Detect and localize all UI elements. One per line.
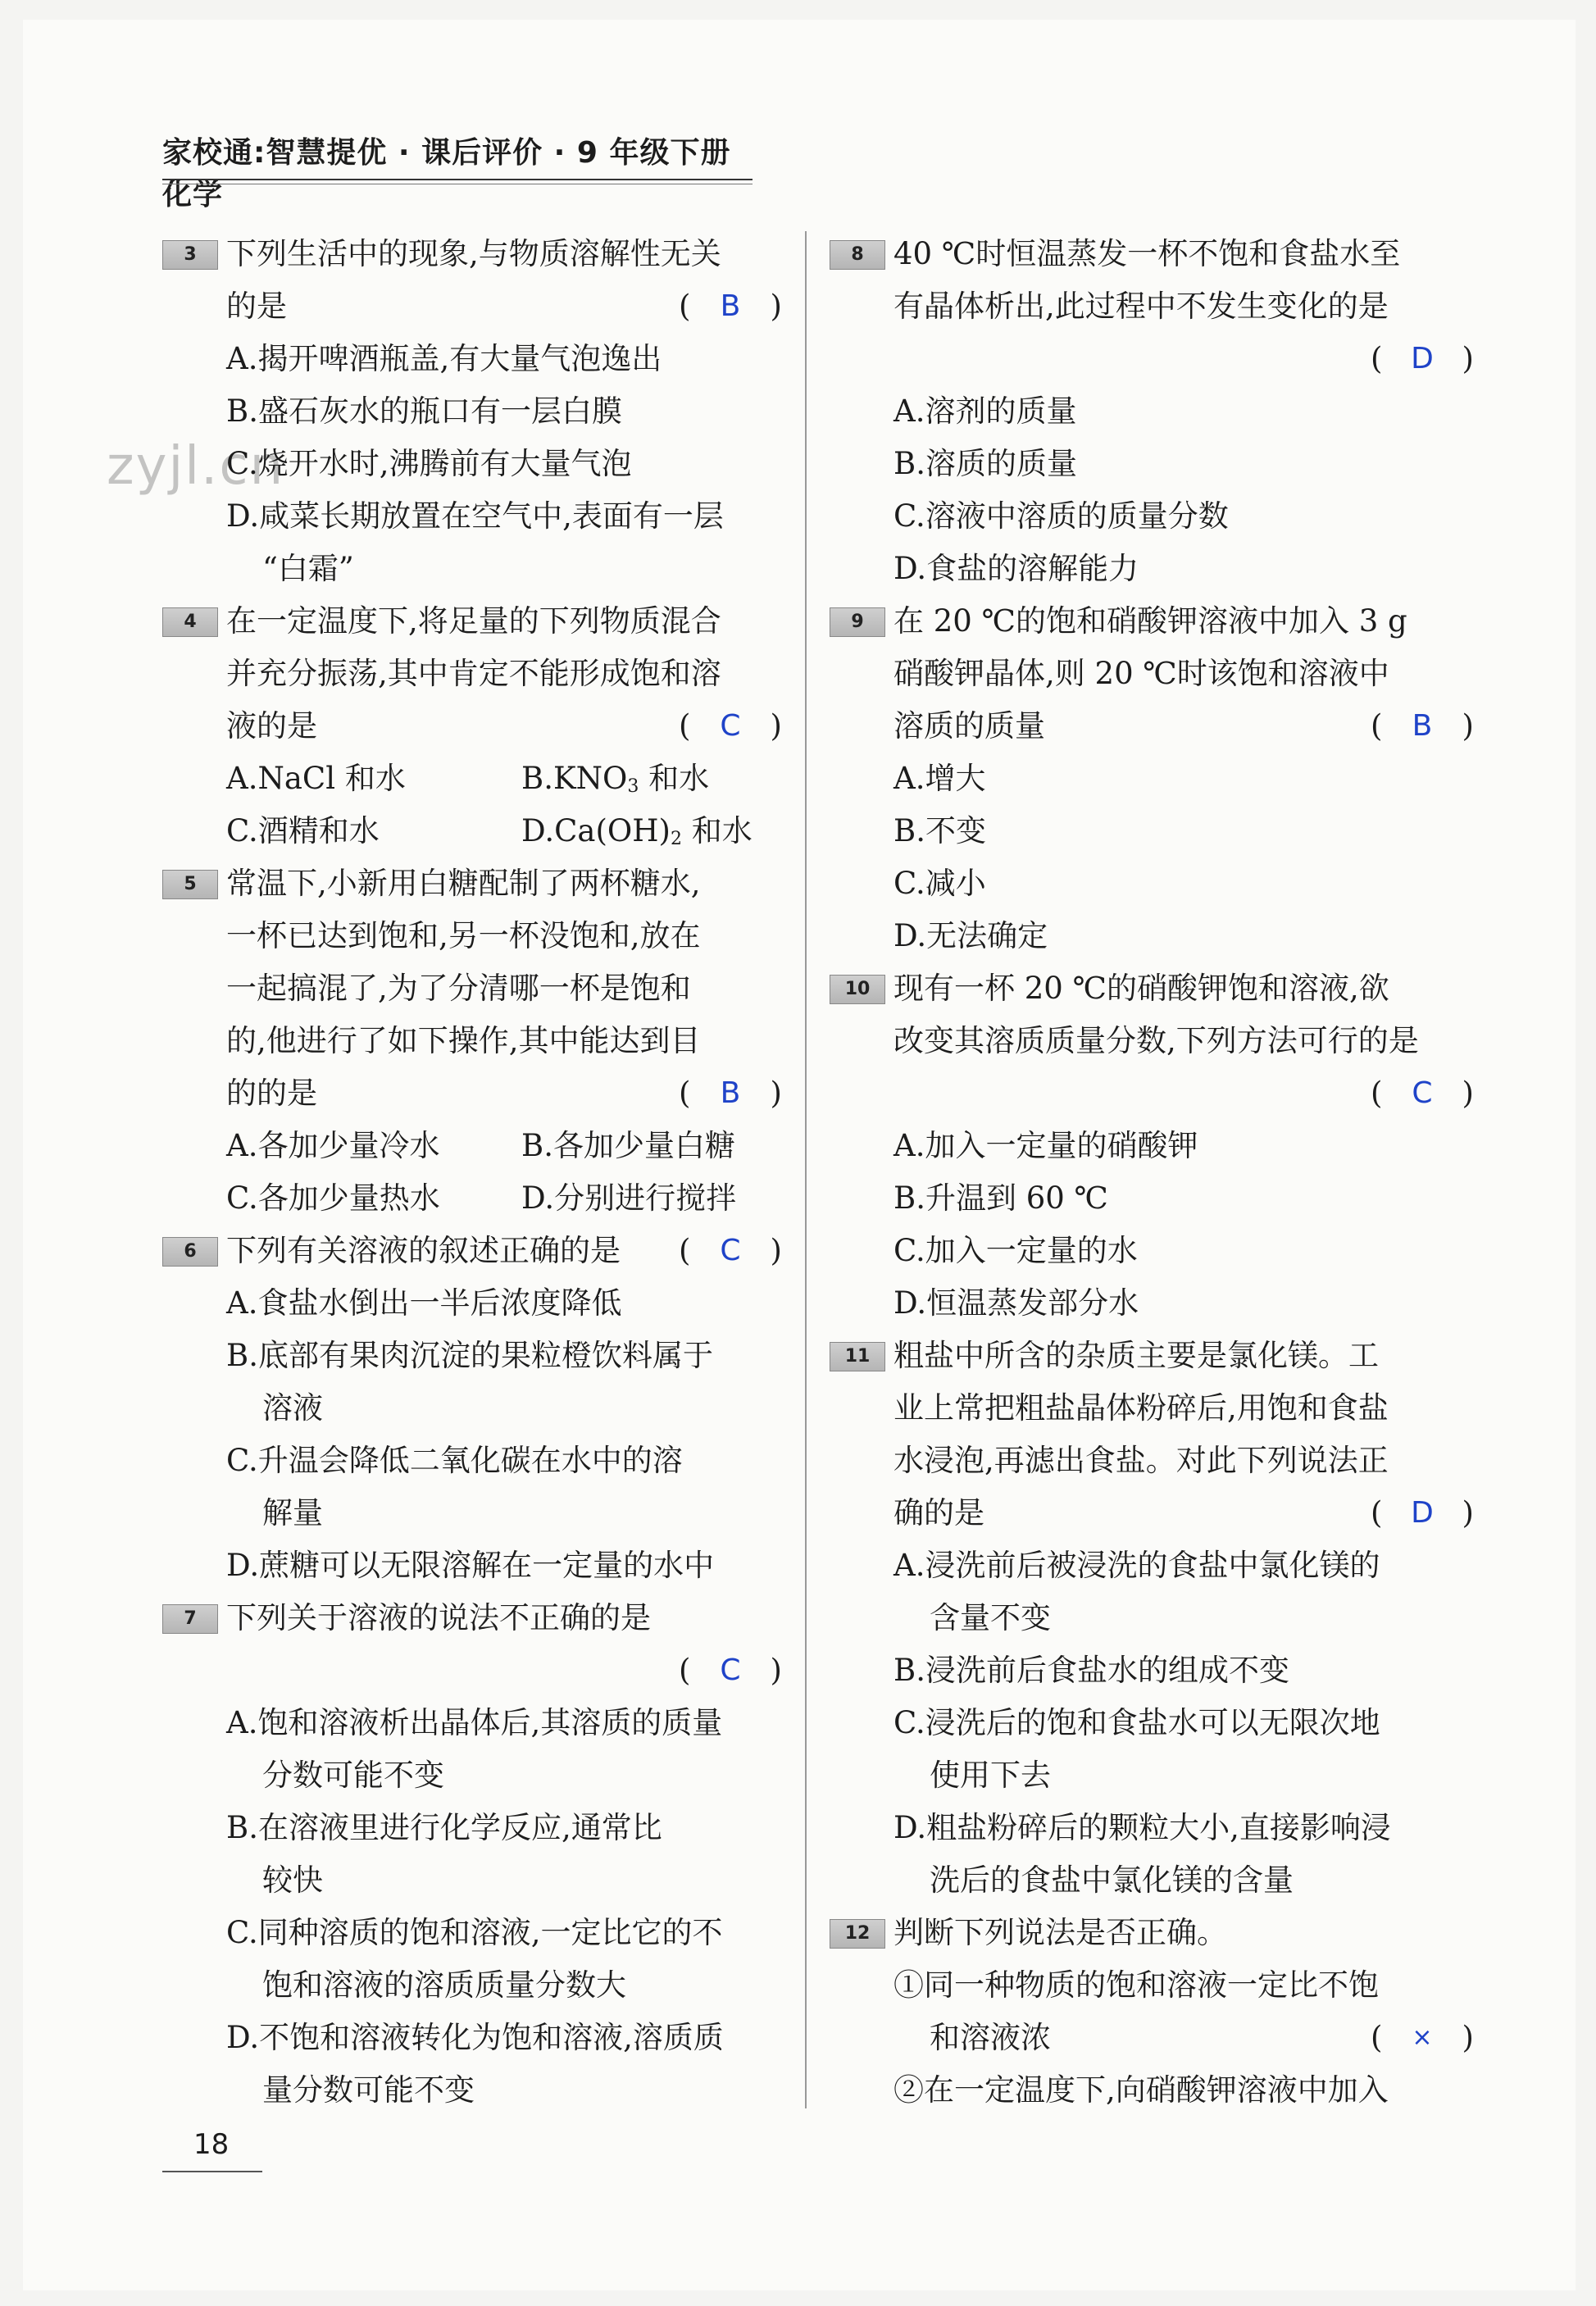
question-number-badge: 6 xyxy=(162,1237,218,1267)
answer-bracket: ( B ) xyxy=(1371,700,1474,753)
option-c: C.烧开水时,沸腾前有大量气泡 xyxy=(226,446,632,481)
answer-letter: D xyxy=(1411,342,1434,375)
question-number-badge: 3 xyxy=(162,240,218,270)
option-b: B.不变 xyxy=(893,813,986,848)
question-stem-line: 并充分振荡,其中肯定不能形成饱和溶 xyxy=(226,656,721,691)
option-d-cont: 洗后的食盐中氯化镁的含量 xyxy=(930,1863,1294,1898)
answer-letter: C xyxy=(720,709,741,743)
question-stem: 粗盐中所含的杂质主要是氯化镁。工 xyxy=(893,1338,1379,1373)
answer-bracket: ( C ) xyxy=(679,1644,782,1697)
option-c: C.加入一定量的水 xyxy=(893,1233,1138,1268)
option-b: B.盛石灰水的瓶口有一层白膜 xyxy=(226,393,622,429)
option-c: C.酒精和水 xyxy=(226,813,380,848)
question-stem: 下列有关溶液的叙述正确的是 xyxy=(226,1233,621,1268)
option-c: C.同种溶质的饱和溶液,一定比它的不 xyxy=(226,1915,723,1950)
answer-bracket: ( B ) xyxy=(679,280,782,333)
option-a: A.浸洗前后被浸洗的食盐中氯化镁的 xyxy=(893,1548,1380,1583)
column-divider xyxy=(805,231,807,2108)
option-d: D.食盐的溶解能力 xyxy=(893,551,1139,586)
option-b: B.底部有果肉沉淀的果粒橙饮料属于 xyxy=(226,1338,713,1373)
answer-bracket: ( C ) xyxy=(679,1225,782,1277)
options-ab xyxy=(162,753,793,805)
question-stem: 现有一杯 20 ℃的硝酸钾饱和溶液,欲 xyxy=(893,971,1389,1006)
option-d: D.无法确定 xyxy=(893,918,1048,953)
question-stem-line: 有晶体析出,此过程中不发生变化的是 xyxy=(893,289,1389,324)
answer-bracket: ( C ) xyxy=(1371,1067,1474,1120)
question-stem-line: 硝酸钾晶体,则 20 ℃时该饱和溶液中 xyxy=(893,656,1389,691)
option-a: A.各加少量冷水 xyxy=(226,1128,440,1163)
question-9 xyxy=(830,595,1485,648)
question-number-badge: 9 xyxy=(830,607,885,637)
answer-bracket: ( × ) xyxy=(1371,2012,1474,2064)
answer-bracket: ( B ) xyxy=(679,1067,782,1120)
question-11 xyxy=(830,1330,1485,1382)
option-d: D.咸菜长期放置在空气中,表面有一层 xyxy=(226,498,724,534)
question-3 xyxy=(162,228,793,280)
question-stem-text: 的是 xyxy=(226,289,287,324)
option-d-cont: 量分数可能不变 xyxy=(262,2072,475,2108)
question-7 xyxy=(162,1592,793,1644)
option-c-cont: 使用下去 xyxy=(930,1758,1051,1793)
question-stem-text: 液的是 xyxy=(226,708,317,744)
option-b: B.升温到 60 ℃ xyxy=(893,1180,1108,1216)
statement-2: ②在一定温度下,向硝酸钾溶液中加入 xyxy=(893,2072,1389,2108)
question-stem: 在一定温度下,将足量的下列物质混合 xyxy=(226,603,721,639)
option-b: B.各加少量白糖 xyxy=(521,1128,735,1163)
option-b xyxy=(521,753,709,805)
question-stem-line: 水浸泡,再滤出食盐。对此下列说法正 xyxy=(893,1443,1389,1478)
option-d: D.不饱和溶液转化为饱和溶液,溶质质 xyxy=(226,2020,724,2055)
option-b-cont: 溶液 xyxy=(262,1390,323,1426)
option-a: A.增大 xyxy=(893,761,986,796)
question-stem-line xyxy=(830,700,1485,753)
option-b-tail: 和水 xyxy=(639,761,710,796)
option-d-text: D.Ca(OH) xyxy=(521,813,671,848)
option-a: A.溶剂的质量 xyxy=(893,393,1077,429)
question-4 xyxy=(162,595,793,648)
statement-1-cont xyxy=(830,2012,1485,2064)
option-c: C.各加少量热水 xyxy=(226,1180,440,1216)
page-number-rule xyxy=(162,2171,262,2172)
question-5 xyxy=(162,857,793,910)
answer-letter: C xyxy=(1412,1076,1433,1110)
option-d-tail: 和水 xyxy=(681,813,753,848)
answer-letter: B xyxy=(720,1076,741,1110)
answer-letter: B xyxy=(1412,709,1433,743)
question-number-badge: 7 xyxy=(162,1604,218,1634)
question-stem: 40 ℃时恒温蒸发一杯不饱和食盐水至 xyxy=(893,236,1401,271)
question-number-badge: 5 xyxy=(162,870,218,899)
question-stem-text: 的的是 xyxy=(226,1076,317,1111)
question-stem-line xyxy=(162,280,793,333)
question-10 xyxy=(830,962,1485,1015)
answer-bracket: ( C ) xyxy=(679,700,782,753)
question-stem-text: 确的是 xyxy=(893,1495,984,1531)
question-12 xyxy=(830,1907,1485,1959)
option-c: C.升温会降低二氧化碳在水中的溶 xyxy=(226,1443,683,1478)
option-c: C.减小 xyxy=(893,866,986,901)
options-cd xyxy=(162,805,793,857)
header-rule xyxy=(162,179,753,180)
subscript: 2 xyxy=(670,829,682,849)
question-stem-line xyxy=(162,1067,793,1120)
option-a: A.食盐水倒出一半后浓度降低 xyxy=(226,1285,622,1321)
question-number-badge: 8 xyxy=(830,240,885,270)
right-column xyxy=(830,228,1485,2117)
question-stem-text: 溶质的质量 xyxy=(893,708,1045,744)
option-d xyxy=(521,805,753,857)
option-d: D.恒温蒸发部分水 xyxy=(893,1285,1139,1321)
option-a: A.揭开啤酒瓶盖,有大量气泡逸出 xyxy=(226,341,662,376)
question-stem: 在 20 ℃的饱和硝酸钾溶液中加入 3 g xyxy=(893,603,1407,639)
question-number-badge: 12 xyxy=(830,1919,885,1949)
question-stem: 下列关于溶液的说法不正确的是 xyxy=(226,1600,651,1635)
question-stem-line: 业上常把粗盐晶体粉碎后,用饱和食盐 xyxy=(893,1390,1389,1426)
statement-1-text: 和溶液浓 xyxy=(930,2020,1051,2055)
answer-letter: C xyxy=(720,1234,741,1267)
question-8 xyxy=(830,228,1485,280)
answer-letter: C xyxy=(720,1653,741,1687)
option-b: B.在溶液里进行化学反应,通常比 xyxy=(226,1810,662,1845)
question-stem: 常温下,小新用白糖配制了两杯糖水, xyxy=(226,866,701,901)
question-number-badge: 4 xyxy=(162,607,218,637)
question-stem-line: 一杯已达到饱和,另一杯没饱和,放在 xyxy=(226,918,701,953)
option-a-cont: 含量不变 xyxy=(930,1600,1051,1635)
option-a: A.加入一定量的硝酸钾 xyxy=(893,1128,1198,1163)
subscript: 3 xyxy=(627,776,639,797)
left-column xyxy=(162,228,793,2117)
answer-line xyxy=(830,333,1485,385)
option-a-cont: 分数可能不变 xyxy=(262,1758,444,1793)
option-b-text: B.KNO xyxy=(521,761,628,796)
answer-cross-mark: × xyxy=(1412,2023,1433,2052)
option-c-cont: 饱和溶液的溶质质量分数大 xyxy=(262,1967,626,2003)
statement-1: ①同一种物质的饱和溶液一定比不饱 xyxy=(893,1967,1379,2003)
option-c: C.溶液中溶质的质量分数 xyxy=(893,498,1229,534)
option-d-cont: “白霜” xyxy=(262,551,354,586)
option-d: D.分别进行搅拌 xyxy=(521,1180,737,1216)
answer-letter: D xyxy=(1411,1496,1434,1530)
option-c: C.浸洗后的饱和食盐水可以无限次地 xyxy=(893,1705,1380,1740)
question-6 xyxy=(162,1225,793,1277)
answer-line xyxy=(162,1644,793,1697)
question-stem-line: 一起搞混了,为了分清哪一杯是饱和 xyxy=(226,971,691,1006)
option-b: B.溶质的质量 xyxy=(893,446,1077,481)
question-stem: 下列生活中的现象,与物质溶解性无关 xyxy=(226,236,721,271)
answer-bracket: ( D ) xyxy=(1371,1487,1474,1540)
option-c-cont: 解量 xyxy=(262,1495,323,1531)
question-stem-line xyxy=(162,700,793,753)
option-b-cont: 较快 xyxy=(262,1863,323,1898)
question-stem: 判断下列说法是否正确。 xyxy=(893,1915,1227,1950)
option-a: A.NaCl 和水 xyxy=(226,761,406,796)
page-header-title: 家校通:智慧提优 · 课后评价 · 9 年级下册化学 xyxy=(162,136,731,211)
options-cd xyxy=(162,1172,793,1225)
option-a: A.饱和溶液析出晶体后,其溶质的质量 xyxy=(226,1705,723,1740)
answer-bracket: ( D ) xyxy=(1371,333,1474,385)
option-b: B.浸洗前后食盐水的组成不变 xyxy=(893,1653,1289,1688)
option-d: D.蔗糖可以无限溶解在一定量的水中 xyxy=(226,1548,715,1583)
question-stem-line: 的,他进行了如下操作,其中能达到目 xyxy=(226,1023,701,1058)
option-d: D.粗盐粉碎后的颗粒大小,直接影响浸 xyxy=(893,1810,1391,1845)
question-number-badge: 10 xyxy=(830,975,885,1004)
answer-letter: B xyxy=(720,289,741,323)
question-stem-line: 改变其溶质质量分数,下列方法可行的是 xyxy=(893,1023,1419,1058)
question-number-badge: 11 xyxy=(830,1342,885,1371)
watermark: zyjl.cn xyxy=(107,436,285,497)
answer-line xyxy=(830,1067,1485,1120)
options-ab xyxy=(162,1120,793,1172)
question-stem-line xyxy=(830,1487,1485,1540)
page-number: 18 xyxy=(193,2128,230,2161)
